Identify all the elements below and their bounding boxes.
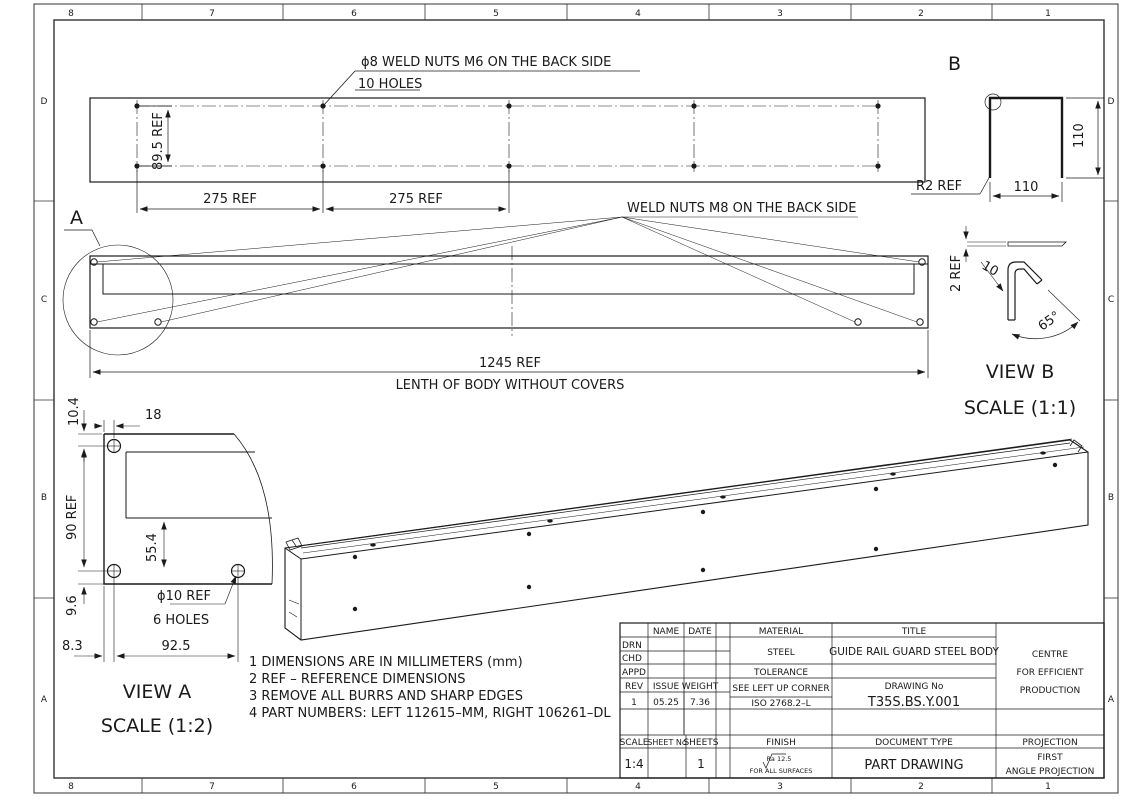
top-view-holes bbox=[134, 103, 880, 168]
finish-symbol: Ra 12.5 bbox=[766, 755, 792, 763]
holes-count-label: 10 HOLES bbox=[358, 77, 423, 92]
view-a-labels bbox=[62, 397, 213, 737]
hole-note: ϕ10 REF bbox=[157, 589, 211, 604]
top-dim-label: 10.4 bbox=[67, 397, 82, 426]
angle-dim-label: 65° bbox=[1035, 308, 1064, 335]
view-b-marker: B bbox=[948, 53, 962, 75]
zone-row-label: C bbox=[1107, 295, 1115, 305]
weld-nut-hole bbox=[875, 103, 880, 108]
sheets-header: SHEETS bbox=[683, 738, 719, 748]
holes-count-label: 6 HOLES bbox=[153, 613, 210, 628]
rev-header: REV bbox=[624, 682, 644, 692]
hole-dim-label: 55.4 bbox=[145, 533, 160, 562]
title-header: TITLE bbox=[901, 627, 927, 637]
doc-type-value: PART DRAWING bbox=[864, 758, 964, 773]
zone-row-label: B bbox=[40, 493, 48, 503]
tolerance-header: TOLERANCE bbox=[753, 668, 809, 678]
view-a-title: VIEW A bbox=[122, 681, 192, 703]
weld-nut-hole bbox=[691, 103, 696, 108]
part-title: GUIDE RAIL GUARD STEEL BODY bbox=[829, 646, 999, 658]
spacing-dim-label: 275 REF bbox=[389, 192, 443, 207]
weld-nut-hole bbox=[875, 163, 880, 168]
top-view-labels bbox=[151, 55, 611, 207]
offset-dim-label: 2 REF bbox=[949, 254, 964, 292]
height-dim-label: 110 bbox=[1072, 123, 1087, 148]
width-dim-label: 110 bbox=[1013, 180, 1039, 195]
weld-nuts-m6-note: ϕ8 WELD NUTS M6 ON THE BACK SIDE bbox=[361, 55, 612, 70]
date-header: DATE bbox=[688, 627, 712, 637]
zone-col-label: 2 bbox=[918, 782, 924, 792]
zone-col-label: 7 bbox=[209, 9, 215, 19]
view-b-scale: SCALE (1:1) bbox=[963, 397, 1077, 419]
org-name-line: FOR EFFICIENT bbox=[1016, 668, 1084, 678]
front-view-outline bbox=[90, 256, 928, 328]
finish-note: FOR ALL SURFACES bbox=[749, 767, 813, 775]
projection-line: FIRST bbox=[1037, 753, 1063, 763]
doc-type-header: DOCUMENT TYPE bbox=[875, 738, 953, 748]
drawing-frame bbox=[34, 4, 1118, 793]
span-dim-label: 92.5 bbox=[161, 639, 191, 654]
isometric-view bbox=[285, 439, 1088, 640]
weight-value: 7.36 bbox=[689, 698, 711, 708]
zone-col-label: 3 bbox=[777, 9, 783, 19]
scale-value: 1:4 bbox=[624, 757, 644, 771]
zone-row-label: A bbox=[40, 695, 48, 705]
center-lines bbox=[136, 100, 880, 172]
zone-row-label: D bbox=[1107, 97, 1115, 107]
drn-label: DRN bbox=[622, 641, 642, 651]
title-block-text bbox=[620, 627, 1095, 777]
length-dim-label: 1245 REF bbox=[479, 356, 541, 371]
zone-row-label: C bbox=[40, 295, 48, 305]
zone-row-label: D bbox=[40, 97, 48, 107]
scale-header: SCALE bbox=[619, 738, 649, 748]
note-line: 1 DIMENSIONS ARE IN MILLIMETERS (mm) bbox=[249, 655, 523, 670]
height-dim-label: 89.5 REF bbox=[151, 112, 166, 170]
weld-nut-hole bbox=[134, 103, 139, 108]
left-dim-label: 8.3 bbox=[62, 639, 83, 654]
issue-value: 05.25 bbox=[653, 698, 679, 708]
weld-nut-hole bbox=[506, 163, 511, 168]
detail-a-circle bbox=[63, 245, 173, 355]
zone-col-label: 8 bbox=[68, 9, 74, 19]
projection-line: ANGLE PROJECTION bbox=[1005, 767, 1095, 777]
view-b-detail-labels bbox=[949, 255, 1076, 419]
top-view-outline bbox=[90, 98, 925, 182]
flange-dim-label: 10 bbox=[979, 258, 1001, 280]
zone-col-label: 6 bbox=[351, 9, 357, 19]
radius-note: R2 REF bbox=[916, 179, 963, 194]
zone-col-label: 5 bbox=[493, 782, 499, 792]
weld-nut-hole bbox=[506, 103, 511, 108]
org-name-line: CENTRE bbox=[1031, 650, 1069, 660]
drawing-number: T35S.BS.Y.001 bbox=[867, 695, 961, 710]
zone-col-label: 1 bbox=[1045, 782, 1051, 792]
zone-row-label: B bbox=[1107, 493, 1115, 503]
zone-col-label: 8 bbox=[68, 782, 74, 792]
height-dim-label: 90 REF bbox=[65, 494, 80, 540]
width-dim-label: 18 bbox=[145, 408, 162, 423]
finish-header: FINISH bbox=[766, 738, 796, 748]
zone-col-label: 2 bbox=[918, 9, 924, 19]
weld-nut-hole bbox=[691, 163, 696, 168]
length-note: LENTH OF BODY WITHOUT COVERS bbox=[395, 378, 625, 393]
spacing-dim-label: 275 REF bbox=[203, 192, 257, 207]
front-view-labels bbox=[70, 201, 856, 393]
drawing-no-header: DRAWING No bbox=[884, 682, 944, 692]
zone-labels bbox=[41, 9, 1115, 792]
bottom-dim-label: 9.6 bbox=[65, 595, 80, 616]
view-a-scale: SCALE (1:2) bbox=[100, 715, 214, 737]
org-name-line: PRODUCTION bbox=[1019, 686, 1081, 696]
zone-col-label: 5 bbox=[493, 9, 499, 19]
chd-label: CHD bbox=[622, 654, 642, 664]
name-header: NAME bbox=[652, 627, 680, 637]
tolerance-line: SEE LEFT UP CORNER bbox=[732, 684, 830, 694]
zone-col-label: 4 bbox=[635, 782, 641, 792]
note-line: 3 REMOVE ALL BURRS AND SHARP EDGES bbox=[249, 689, 523, 704]
zone-col-label: 6 bbox=[351, 782, 357, 792]
projection-header: PROJECTION bbox=[1022, 738, 1078, 748]
appd-label: APPD bbox=[622, 668, 646, 678]
front-view bbox=[63, 217, 928, 378]
zone-row-label: A bbox=[1107, 695, 1115, 705]
note-line: 4 PART NUMBERS: LEFT 112615–MM, RIGHT 106261–DL bbox=[249, 706, 611, 721]
sheet-no-header: SHEET No bbox=[647, 738, 687, 747]
tolerance-line: ISO 2768.2–L bbox=[751, 699, 811, 709]
note-line: 2 REF – REFERENCE DIMENSIONS bbox=[249, 672, 466, 687]
zone-col-label: 7 bbox=[209, 782, 215, 792]
sheets-value: 1 bbox=[697, 757, 705, 771]
issue-header: ISSUE bbox=[652, 682, 680, 692]
zone-col-label: 4 bbox=[635, 9, 641, 19]
material-header: MATERIAL bbox=[758, 627, 804, 637]
general-notes bbox=[249, 655, 611, 721]
zone-col-label: 1 bbox=[1045, 9, 1051, 19]
weld-nut-hole bbox=[134, 163, 139, 168]
detail-a-label: A bbox=[70, 207, 83, 229]
weld-nuts-m8-note: WELD NUTS M8 ON THE BACK SIDE bbox=[627, 201, 857, 216]
weld-nut-hole bbox=[320, 163, 325, 168]
section-profile bbox=[990, 98, 1062, 178]
material-value: STEEL bbox=[767, 648, 795, 658]
view-b-title: VIEW B bbox=[985, 361, 1055, 383]
zone-col-label: 3 bbox=[777, 782, 783, 792]
weight-header: WEIGHT bbox=[681, 682, 719, 692]
rev-value: 1 bbox=[631, 698, 637, 708]
view-b-detail bbox=[966, 226, 1080, 339]
